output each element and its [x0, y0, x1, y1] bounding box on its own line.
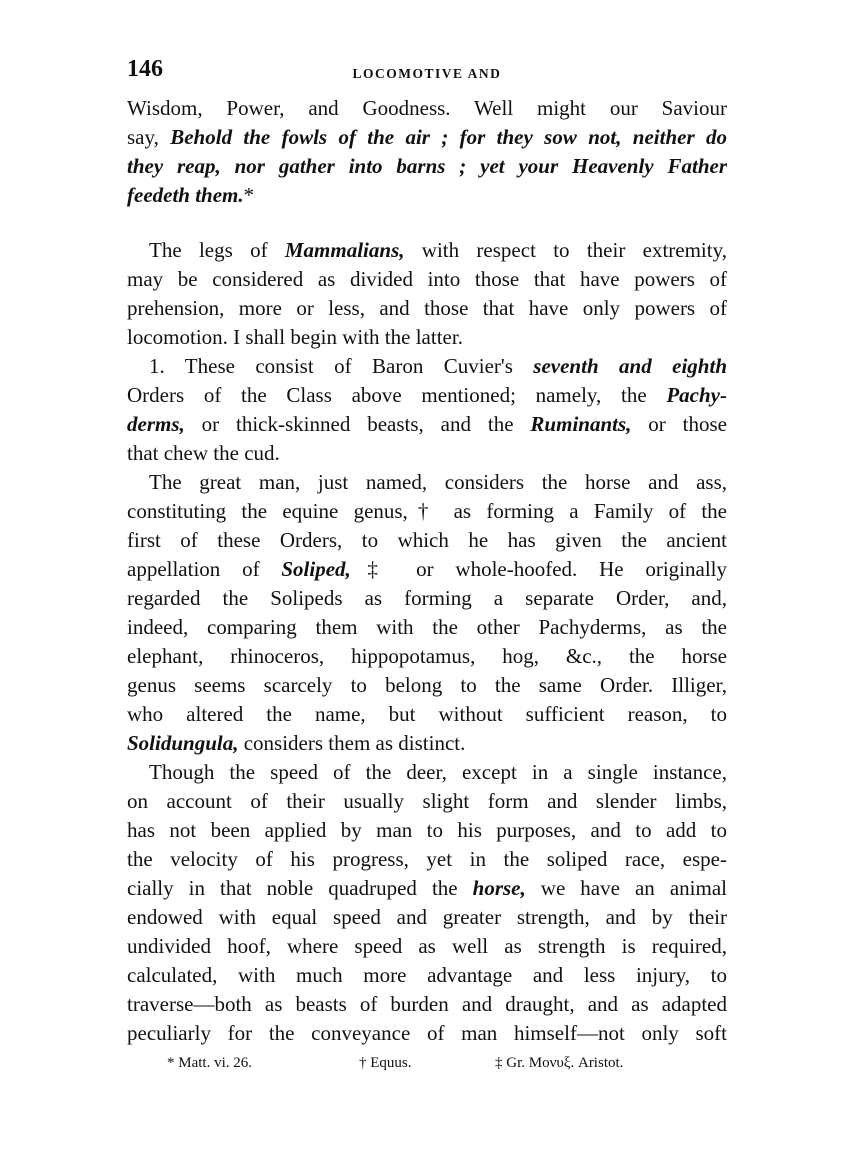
footnote: * Matt. vi. 26. [167, 1055, 252, 1071]
text-line [127, 729, 727, 758]
footnote: ‡ Gr. Μονυξ. Aristot. [495, 1055, 624, 1071]
text-run: regarded the Solipeds as forming a separate Order, and, [127, 586, 727, 610]
footnote: † Equus. [359, 1055, 412, 1071]
text-line [127, 1019, 727, 1048]
italic-text: Pachy- [666, 383, 727, 407]
text-run: indeed, comparing them with the other Pachyderms, as the [127, 615, 727, 639]
text-line [127, 613, 727, 642]
text-line [127, 642, 727, 671]
text-run: calculated, with much more advantage and less injury, to [127, 963, 727, 987]
text-run: elephant, rhinoceros, hippopotamus, hog, &c., the horse [127, 644, 727, 668]
text-line [127, 497, 727, 526]
text-line [127, 845, 727, 874]
text-run: Wisdom, Power, and Goodness. Well might our Saviour [127, 96, 727, 120]
running-head: LOCOMOTIVE AND [352, 66, 502, 81]
text-line [127, 932, 727, 961]
text-line [127, 94, 727, 123]
text-line [127, 439, 727, 468]
text-line [127, 265, 727, 294]
text-run: appellation of [127, 557, 282, 581]
text-line [127, 323, 727, 352]
text-run: may be considered as divided into those that have powers of [127, 267, 727, 291]
italic-text: Ruminants, [530, 412, 632, 436]
text-line [127, 352, 727, 381]
text-run: The legs of [149, 238, 285, 262]
footnotes [127, 1052, 727, 1074]
text-line [127, 584, 727, 613]
text-run: say, [127, 125, 171, 149]
text-line [127, 555, 727, 584]
italic-text: derms, [127, 412, 185, 436]
text-line [127, 874, 727, 903]
text-line [127, 123, 727, 152]
text-run: * [243, 183, 255, 207]
text-run: Orders of the Class above mentioned; namely, the [127, 383, 667, 407]
text-run: peculiarly for the conveyance of man himself—not only soft [127, 1021, 727, 1045]
text-line [127, 294, 727, 323]
text-run: on account of their usually slight form and slender limbs, [127, 789, 727, 813]
text-run: endowed with equal speed and greater strength, and by their [127, 905, 727, 929]
italic-text: feedeth them. [127, 183, 244, 207]
paragraph-1 [127, 94, 727, 210]
italic-text: horse, [472, 876, 526, 900]
text-run: that chew the cud. [127, 441, 280, 465]
italic-text: Mammalians, [284, 238, 405, 262]
text-line [127, 526, 727, 555]
text-run: has not been applied by man to his purposes, and to add to [127, 818, 727, 842]
text-run: cially in that noble quadruped the [127, 876, 473, 900]
text-run: Though the speed of the deer, except in a single instance, [149, 760, 727, 784]
text-line [127, 468, 727, 497]
text-run: undivided hoof, where speed as well as strength is required, [127, 934, 727, 958]
italic-text: Behold the fowls of the air ; for they sow not, neither do [170, 125, 727, 149]
text-run: prehension, more or less, and those that have only powers of [127, 296, 727, 320]
italic-text: seventh and eighth [533, 354, 727, 378]
text-run: The great man, just named, considers the horse and ass, [149, 470, 727, 494]
text-run: locomotion. I shall begin with the latter. [127, 325, 463, 349]
book-page [127, 56, 727, 1074]
text-line [127, 990, 727, 1019]
page-number: 146 [127, 56, 163, 82]
italic-text: Solidungula, [127, 731, 239, 755]
text-run: the velocity of his progress, yet in the soliped race, espe- [127, 847, 727, 871]
section-gap [127, 210, 727, 236]
text-line [127, 410, 727, 439]
text-run: with respect to their extremity, [404, 238, 727, 262]
page-header [127, 56, 727, 94]
text-line [127, 671, 727, 700]
text-line [127, 758, 727, 787]
italic-text: they reap, nor gather into barns ; yet your Heavenly Father [127, 154, 727, 178]
text-run: first of these Orders, to which he has given the ancient [127, 528, 727, 552]
text-run: 1. These consist of Baron Cuvier's [149, 354, 534, 378]
text-line [127, 903, 727, 932]
text-line [127, 700, 727, 729]
text-run: constituting the equine genus,† as forming a Family of the [127, 499, 727, 523]
text-line [127, 236, 727, 265]
paragraph-4 [127, 468, 727, 758]
text-run: considers them as distinct. [238, 731, 466, 755]
paragraph-3 [127, 352, 727, 468]
paragraph-2 [127, 236, 727, 352]
text-run: traverse—both as beasts of burden and draught, and as adapted [127, 992, 727, 1016]
paragraph-5 [127, 758, 727, 1048]
text-run: or thick-skinned beasts, and the [184, 412, 531, 436]
text-line [127, 381, 727, 410]
text-line [127, 181, 727, 210]
text-line [127, 816, 727, 845]
text-run: we have an animal [525, 876, 727, 900]
italic-text: Soliped, [281, 557, 351, 581]
text-run: who altered the name, but without sufficient reason, to [127, 702, 727, 726]
text-run: genus seems scarcely to belong to the same Order. Illiger, [127, 673, 727, 697]
text-line [127, 961, 727, 990]
text-line [127, 152, 727, 181]
text-run: ‡ or whole-hoofed. He originally [350, 557, 727, 581]
text-line [127, 787, 727, 816]
text-run: or those [631, 412, 727, 436]
